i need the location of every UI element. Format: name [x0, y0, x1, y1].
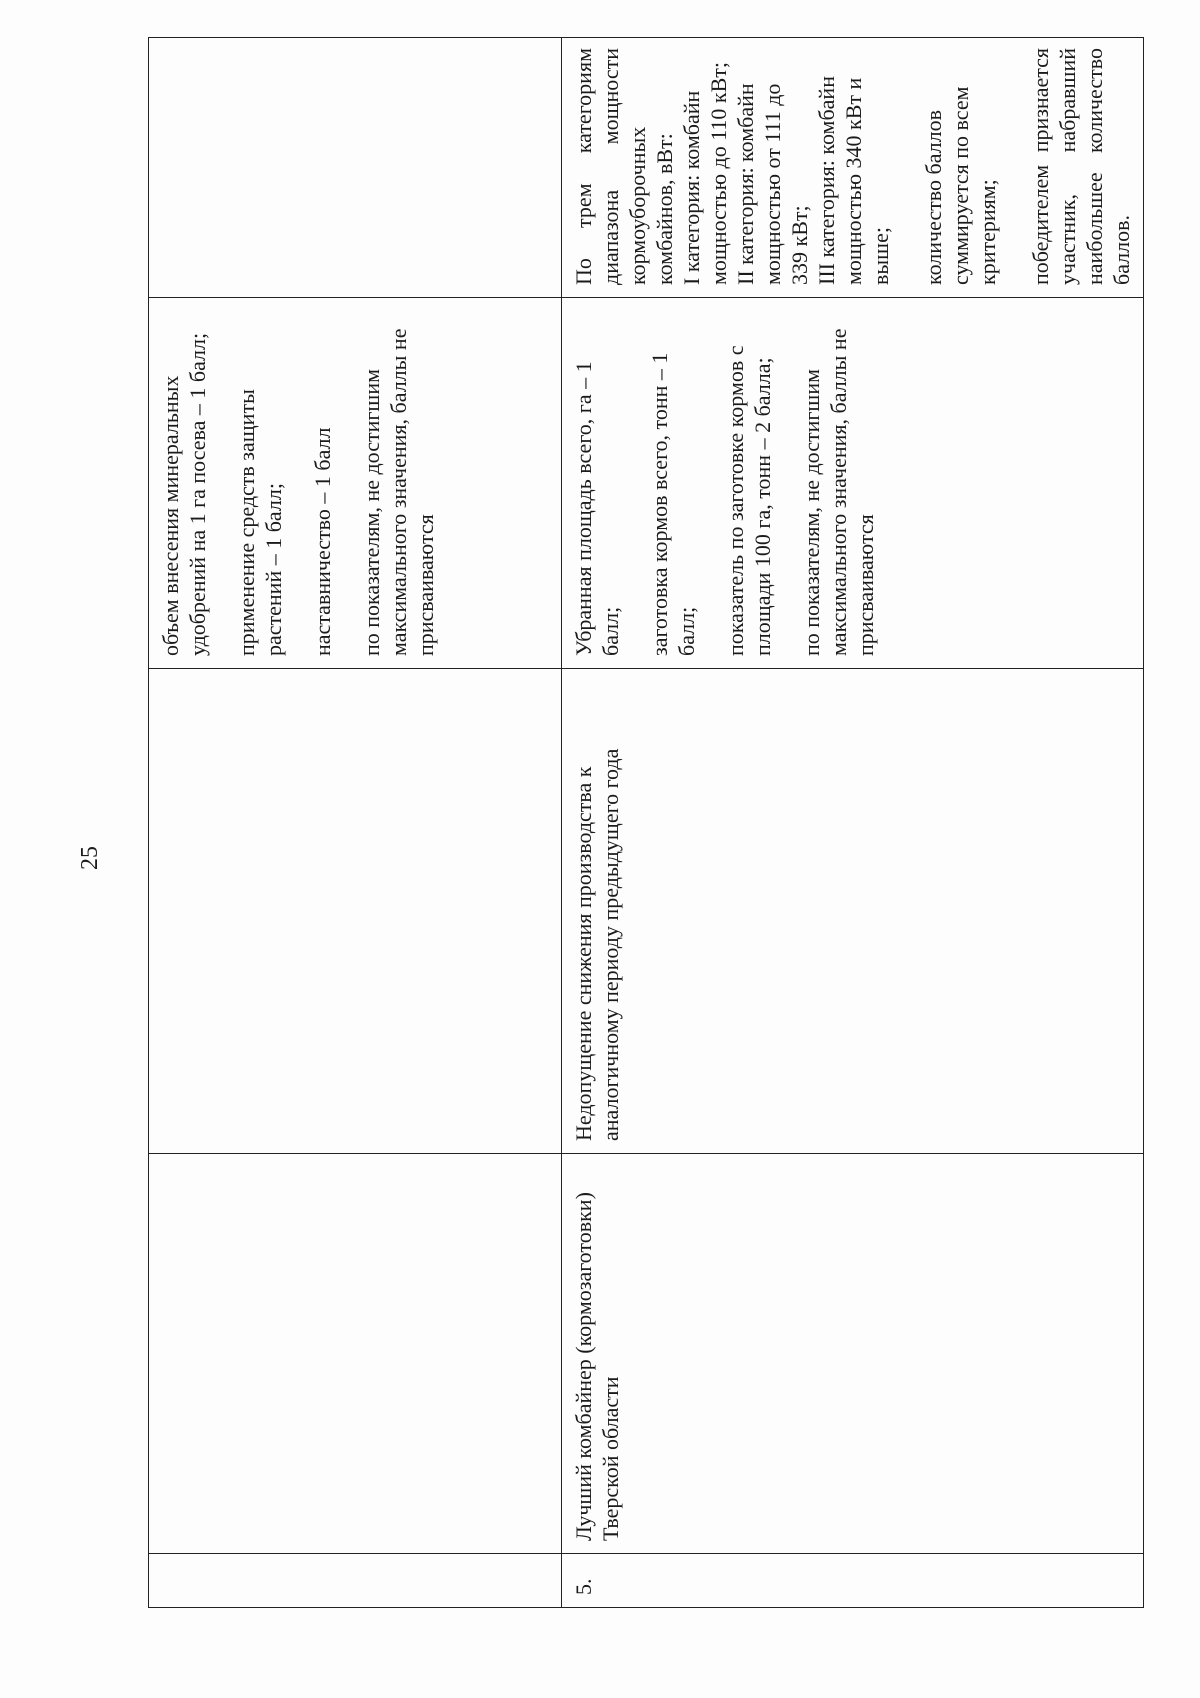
criteria-item: Убранная площадь всего, га – 1 балл; [571, 361, 623, 656]
cell-number: 5. [562, 1554, 1144, 1608]
notes-winner: победителем признается участник, набравший наибольшее количество баллов. [1028, 48, 1134, 285]
criteria-item: показатель по заготовке кормов с площади 100 га, тонн – 2 балла; [723, 345, 775, 656]
page-number: 25 [77, 846, 103, 870]
table-container [148, 38, 1134, 1608]
cell-condition: Недопущение снижения производства к аналогичному периоду предыдущего года [562, 669, 1144, 1154]
cell-notes [149, 38, 562, 298]
criteria-item: применение средств защиты растений – 1 балл; [234, 389, 286, 656]
cell-criteria [562, 298, 1144, 669]
notes-category-3: III категория: комбайн мощностью 340 кВт и выше; [814, 76, 893, 285]
cell-nomination: Лучший комбайнер (кормозаготовки) Тверской области [562, 1154, 1144, 1554]
cell-number [149, 1554, 562, 1608]
cell-criteria [149, 298, 562, 669]
cell-notes [562, 38, 1144, 298]
notes-category-2: II категория: комбайн мощностью от 111 до 339 кВт; [733, 83, 812, 285]
table-row [562, 38, 1144, 1608]
criteria-item: объем внесения минеральных удобрений на 1 га посева – 1 балл; [158, 332, 210, 656]
notes-intro: По трем категориям диапазона мощности кормоуборочных комбайнов, вВт: [571, 48, 677, 285]
criteria-item: по показателям, не достигшим максимального значения, баллы не присваиваются [359, 328, 438, 656]
notes-sum: количество баллов суммируется по всем критериям; [921, 86, 1000, 285]
cell-nomination [149, 1154, 562, 1554]
notes-category-1: I категория: комбайн мощностью до 110 кВт; [679, 62, 731, 285]
cell-condition [149, 669, 562, 1154]
nomination-table [148, 37, 1144, 1608]
criteria-item: по показателям, не достигшим максимального значения, баллы не присваиваются [799, 328, 878, 656]
table-row [149, 38, 562, 1608]
criteria-item: заготовка кормов всего, тонн – 1 балл; [647, 352, 699, 656]
criteria-item: наставничество – 1 балл [310, 427, 335, 656]
